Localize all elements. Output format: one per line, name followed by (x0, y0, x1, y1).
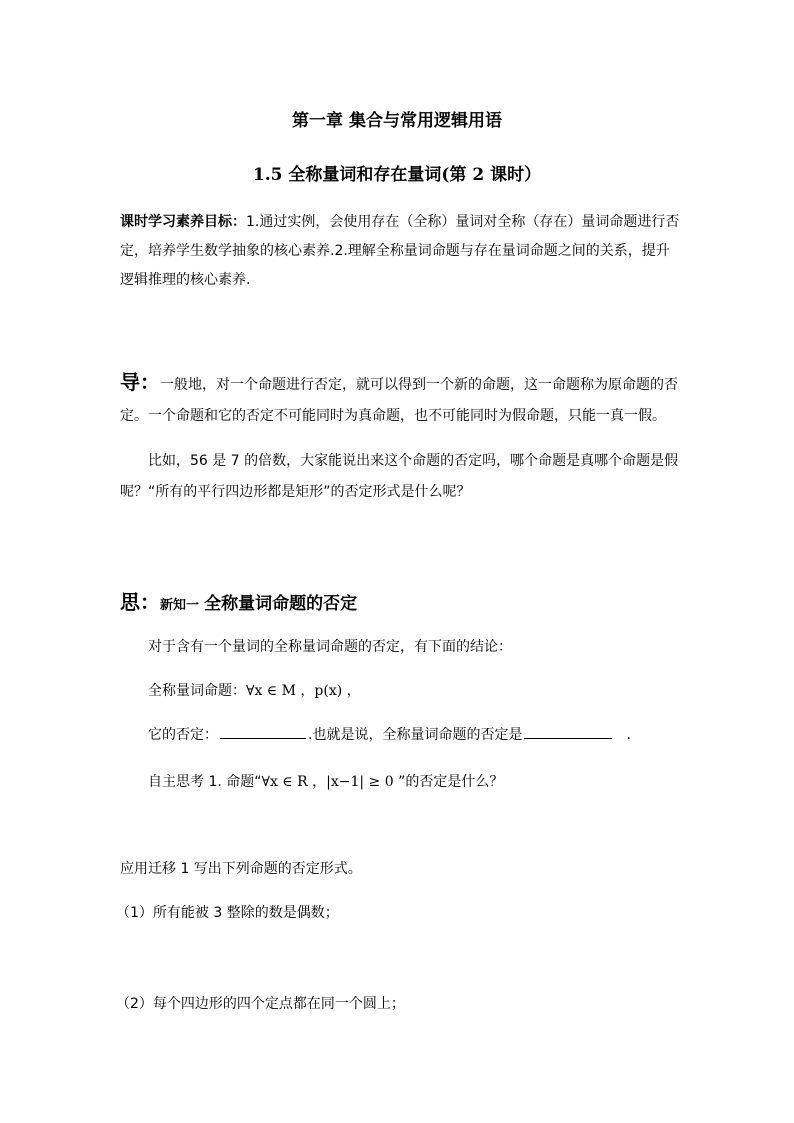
question-1: （1）所有能被 3 整除的数是偶数； (116, 905, 339, 921)
question-2: （2）每个四边形的四个定点都在同一个圆上； (116, 996, 405, 1012)
section-heading (120, 586, 357, 615)
intro-text: 一般地，对一个命题进行否定，就可以得到一个新的命题，这一命题称为原命题的否定。一个命题和它的否定不可能同时为真命题，也不可能同时为假命题，只能一真一假。 (120, 377, 678, 424)
universal-formula: ∀x ∈ M ，p(x) ， (246, 683, 361, 699)
negation-mid: .也就是说，全称量词命题的否定是 (308, 727, 523, 743)
learning-goals (120, 208, 680, 295)
example-paragraph: 比如，56 是 7 的倍数，大家能说出来这个命题的否定吗，哪个命题是真哪个命题是假呢？“所有的平行四边形都是矩形”的否定形式是什么呢？ (120, 453, 679, 500)
negation-line (148, 724, 631, 744)
negation-end: . (626, 727, 631, 743)
universal-label: 全称量词命题： (148, 683, 246, 699)
apply-title: 应用迁移 1 写出下列命题的否定形式。 (120, 861, 362, 877)
intro-paragraph (120, 367, 680, 432)
negation-blank[interactable] (220, 724, 306, 739)
negation-label: 它的否定： (148, 727, 218, 743)
section-title: 全称量词命题的否定 (204, 594, 358, 614)
universal-proposition (148, 680, 361, 700)
think-suffix: ”的否定是什么？ (393, 774, 504, 790)
think-formula: ∀x ∈ R ，|x−1| ≥ 0 (261, 774, 394, 790)
self-think-question (148, 771, 503, 791)
goals-label: 课时学习素养目标： (120, 214, 246, 230)
negation-definition-blank[interactable] (524, 724, 612, 739)
goals-text: 1.通过实例，会使用存在（全称）量词对全称（存在）量词命题进行否定，培养学生数学抽象的核心素养.2.理解全称量词命题与存在量词命题之间的关系，提升逻辑推理的核心素养. (120, 214, 680, 288)
lesson-title: 1.5 全称量词和存在量词(第 2 课时） (252, 165, 542, 185)
conclusion-statement: 对于含有一个量词的全称量词命题的否定，有下面的结论： (148, 639, 512, 655)
section-tag: 新知一 (160, 598, 200, 613)
think-prefix: 自主思考 1. 命题“ (148, 774, 262, 790)
chapter-title: 第一章 集合与常用逻辑用语 (292, 111, 502, 131)
intro-lead: 导： (120, 370, 160, 394)
section-lead: 思： (120, 590, 160, 614)
